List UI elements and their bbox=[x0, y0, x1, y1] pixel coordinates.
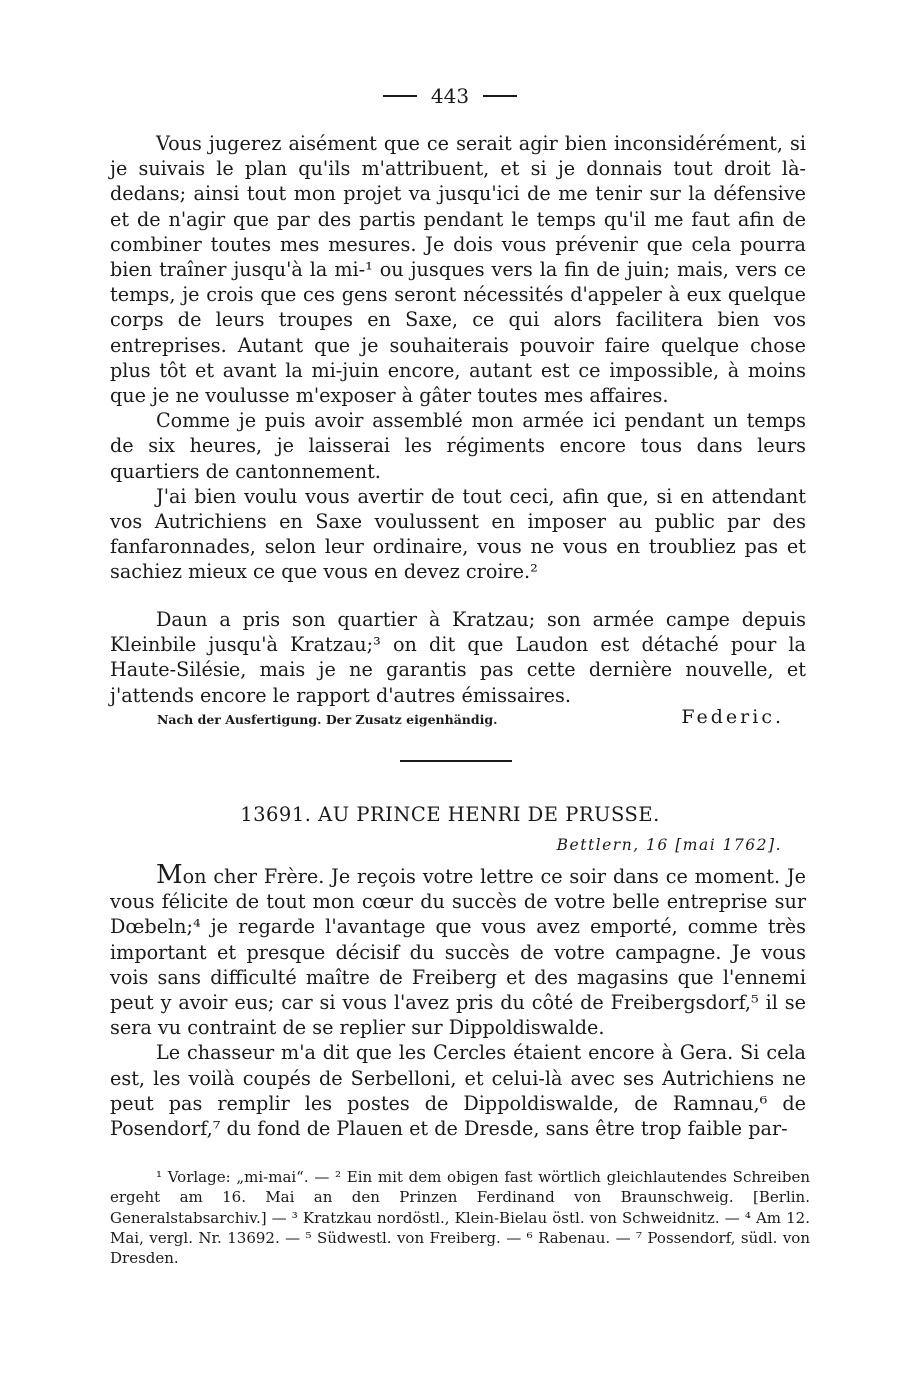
signature: Federic. bbox=[681, 706, 784, 728]
paragraph: Le chasseur m'a dit que les Cercles étaient encore à Gera. Si cela est, les voilà coupés de Serbelloni, et celui-là avec ses Autrichiens ne peut pas remplir les postes de Dippoldiswalde, de Ramnau,⁶ de Posendorf,⁷ du fond de Plauen et de Dresde, sans être trop faible par- bbox=[110, 1041, 806, 1141]
footnotes bbox=[110, 1167, 810, 1268]
dropcap: M bbox=[156, 860, 183, 890]
paragraph: Comme je puis avoir assemblé mon armée ici pendant un temps de six heures, je laisserai les régiments encore tous dans leurs quartiers de cantonnement. bbox=[110, 409, 806, 483]
header-dash-right bbox=[483, 95, 517, 97]
paragraph-text: on cher Frère. Je reçois votre lettre ce soir dans ce moment. Je vous félicite de tout mon cœur du succès de votre belle entreprise sur Dœbeln;⁴ je regarde l'avantage que vous avez emporté, comme très important et presque décisif du succès de votre campagne. Je vous vois sans difficulté maître de Freiberg et des magasins que l'ennemi peut y avoir eus; car si vous l'avez pris du côté de Freibergsdorf,⁵ il se sera vu contraint de se replier sur Dippoldiswalde. bbox=[110, 865, 806, 1040]
postscript-paragraph: Daun a pris son quartier à Kratzau; son armée campe depuis Kleinbile jusqu'à Kratzau;³ on dit que Laudon est détaché pour la Haute-Silésie, mais je ne garantis pas cette dernière nouvelle, et j'attends encore le rapport d'autres émissaires. bbox=[110, 608, 806, 707]
source-note: Nach der Ausfertigung. Der Zusatz eigenhändig. bbox=[157, 712, 498, 727]
header-dash-left bbox=[383, 95, 417, 97]
footnotes-text: ¹ Vorlage: „mi-mai“. — ² Ein mit dem obigen fast wörtlich gleichlautendes Schreiben ergeht am 16. Mai an den Prinzen Ferdinand von Braunschweig. [Berlin. Generalstabsarchiv.] — ³ Kratzkau nordöstl., Klein-Bielau östl. von Schweidnitz. — ⁴ Am 12. Mai, vergl. Nr. 13692. — ⁵ Südwestl. von Freiberg. — ⁶ Rabenau. — ⁷ Possendorf, südl. von Dresden. bbox=[110, 1168, 810, 1268]
page-header bbox=[0, 84, 900, 108]
page-number: 443 bbox=[430, 84, 470, 108]
letter-continuation bbox=[110, 131, 806, 585]
section-separator bbox=[400, 760, 512, 762]
paragraph: Vous jugerez aisément que ce serait agir bien inconsidérément, si je suivais le plan qu'ils m'attribuent, et si je donnais tout droit là-dedans; ainsi tout mon projet va jusqu'ici de me tenir sur la défensive et de n'agir que par des partis pendant le temps qu'il me faut afin de combiner toutes mes mesures. Je dois vous prévenir que cela pourra bien traîner jusqu'à la mi-¹ ou jusques vers la fin de juin; mais, vers ce temps, je crois que ces gens seront nécessités d'appeler à eux quelque corps de leurs troupes en Saxe, ce qui alors facilitera bien vos entreprises. Autant que je souhaiterais pouvoir faire quelque chose plus tôt et avant la mi-juin encore, autant est ce impossible, à moins que je ne voulusse m'exposer à gâter toutes mes affaires. bbox=[110, 132, 806, 408]
letter-title: 13691. AU PRINCE HENRI DE PRUSSE. bbox=[240, 803, 660, 826]
letter-body bbox=[110, 860, 806, 1141]
paragraph: J'ai bien voulu vous avertir de tout ceci, afin que, si en attendant vos Autrichiens en Saxe voulussent en imposer au public par des fanfaronnades, selon leur ordinaire, vous ne vous en troubliez pas et sachiez mieux ce que vous en devez croire.² bbox=[110, 484, 806, 584]
postscript bbox=[110, 607, 806, 708]
paragraph bbox=[110, 860, 806, 1040]
letter-place-date: Bettlern, 16 [mai 1762]. bbox=[556, 836, 782, 854]
